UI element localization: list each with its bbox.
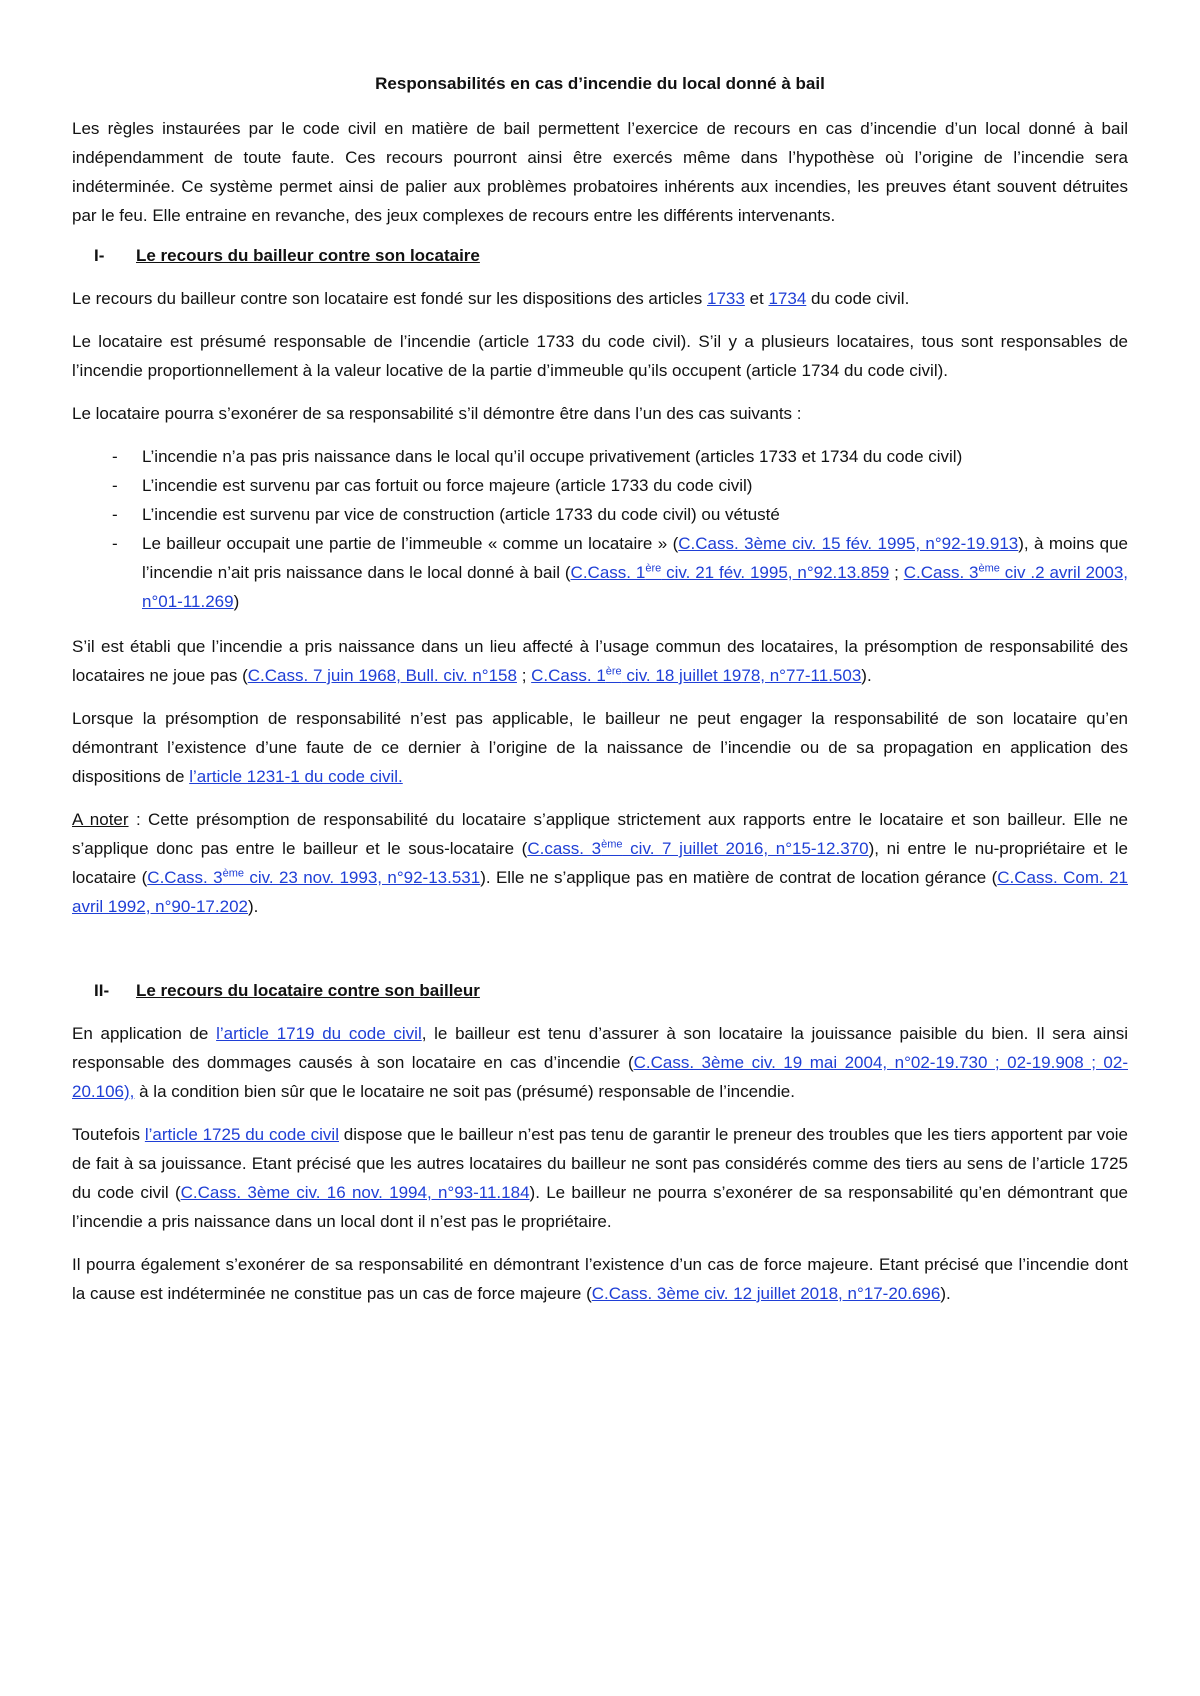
s1-note-paragraph: A noter : Cette présomption de responsabilité du locataire s’applique strictement aux rapports entre le locataire et son bailleur. Elle ne s’applique donc pas entre le bailleur et le sous-locataire (C.cass. 3ème civ. 7 juillet 2016, n°15-12.370), ni entre le nu-propriétaire et le locataire (C.Cass. 3ème civ. 23 nov. 1993, n°92-13.531). Elle ne s’applique pas en matière de contrat de location gérance (C.Cass. Com. 21 avril 1992, n°90-17.202). (72, 810, 1128, 916)
section-1-number: I- (94, 246, 105, 265)
link-article-1734[interactable]: 1734 (768, 289, 807, 308)
s2-paragraph-3: Il pourra également s’exonérer de sa responsabilité en démontrant l’existence d’un cas de force majeure. Etant précisé que l’incendie dont la cause est indéterminée ne constitue pas un cas de force majeure (C.Cass. 3ème civ. 12 juillet 2018, n°17-20.696). (72, 1255, 1128, 1303)
section-2-number: II- (94, 981, 110, 1000)
section-1-heading: Le recours du bailleur contre son locataire (136, 246, 480, 265)
exoneration-list (72, 442, 1128, 616)
s1-paragraph-5: Lorsque la présomption de responsabilité n’est pas applicable, le bailleur ne peut engager la responsabilité de son locataire qu’en démontrant l’existence d’une faute de ce dernier à l’origine de la naissance de l’incendie ou de sa propagation en application des dispositions de l’article 1231-1 du code civil. (72, 709, 1128, 786)
note-label: A noter (72, 810, 129, 829)
s1-paragraph-1: Le recours du bailleur contre son locataire est fondé sur les dispositions des articles 1733 et 1734 du code civil. (72, 289, 910, 308)
link-cass-3civ-2018[interactable]: C.Cass. 3ème civ. 12 juillet 2018, n°17-20.696 (591, 1284, 941, 1303)
s1-paragraph-2: Le locataire est présumé responsable de l’incendie (article 1733 du code civil). S’il y a plusieurs locataires, tous sont responsables de l’incendie proportionnellement à la valeur locative de la partie d’immeuble qu’ils occupent (article 1734 du code civil). (72, 332, 1128, 380)
link-cass-3civ-1995[interactable]: C.Cass. 3ème civ. 15 fév. 1995, n°92-19.913 (678, 534, 1019, 553)
link-article-1725[interactable]: l’article 1725 du code civil (144, 1125, 339, 1144)
list-item: - Le bailleur occupait une partie de l’immeuble « comme un locataire » (C.Cass. 3ème civ. 15 fév. 1995, n°92-19.913), à moins que l’incendie n’ait pris naissance dans le local donné à bail (C.Cass. 1ère civ. 21 fév. 1995, n°92.13.859 ; C.Cass. 3ème civ .2 avril 2003, n°01-11.269) (112, 534, 1129, 611)
link-cass-1civ-1978[interactable]: C.Cass. 1ère civ. 18 juillet 1978, n°77-11.503 (531, 665, 862, 685)
link-cass-1civ-1995[interactable]: C.Cass. 1ère civ. 21 fév. 1995, n°92.13.859 (570, 562, 890, 582)
list-item: - L’incendie n’a pas pris naissance dans le local qu’il occupe privativement (articles 1733 et 1734 du code civil) (112, 447, 963, 466)
link-cass-3civ-2004[interactable]: C.Cass. 3ème civ. 19 mai 2004, n°02-19.730 ; 02-19.908 ; 02-20.106), (72, 1053, 1128, 1101)
link-cass-3civ-1993[interactable]: C.Cass. 3ème civ. 23 nov. 1993, n°92-13.531 (147, 867, 481, 887)
link-cass-com-1992[interactable]: C.Cass. Com. 21 avril 1992, n°90-17.202 (72, 868, 1128, 916)
section-spacer (72, 935, 1128, 975)
section-2-header (72, 979, 1128, 1003)
intro-paragraph: Les règles instaurées par le code civil en matière de bail permettent l’exercice de recours en cas d’incendie d’un local donné à bail indépendamment de toute faute. Ces recours pourront ainsi être exercés même dans l’hypothèse où l’origine de l’incendie sera indéterminée. Ce système permet ainsi de palier aux problèmes probatoires inhérents aux incendies, les preuves étant souvent détruites par le feu. Elle entraine en revanche, des jeux complexes de recours entre les différents intervenants. (72, 119, 1128, 225)
s1-paragraph-4: S’il est établi que l’incendie a pris naissance dans un lieu affecté à l’usage commun des locataires, la présomption de responsabilité des locataires ne joue pas (C.Cass. 7 juin 1968, Bull. civ. n°158 ; C.Cass. 1ère civ. 18 juillet 1978, n°77-11.503). (72, 637, 1128, 685)
link-cass-3civ-2016[interactable]: C.cass. 3ème civ. 7 juillet 2016, n°15-12.370 (527, 838, 869, 858)
section-1-header (72, 244, 1128, 268)
list-item: - L’incendie est survenu par vice de construction (article 1733 du code civil) ou vétusté (112, 505, 780, 524)
s2-paragraph-1: En application de l’article 1719 du code civil, le bailleur est tenu d’assurer à son locataire la jouissance paisible du bien. Il sera ainsi responsable des dommages causés à son locataire en cas d’incendie (C.Cass. 3ème civ. 19 mai 2004, n°02-19.730 ; 02-19.908 ; 02-20.106), à la condition bien sûr que le locataire ne soit pas (présumé) responsable de l’incendie. (72, 1024, 1128, 1101)
link-article-1733[interactable]: 1733 (707, 289, 745, 308)
document-title: Responsabilités en cas d’incendie du local donné à bail (375, 74, 825, 93)
list-item: - L’incendie est survenu par cas fortuit ou force majeure (article 1733 du code civil) (112, 476, 753, 495)
s2-paragraph-2: Toutefois l’article 1725 du code civil dispose que le bailleur n’est pas tenu de garantir le preneur des troubles que les tiers apportent par voie de fait à sa jouissance. Etant précisé que les autres locataires du bailleur ne sont pas considérés comme des tiers au sens de l’article 1725 du code civil (C.Cass. 3ème civ. 16 nov. 1994, n°93-11.184). Le bailleur ne pourra s’exonérer de sa responsabilité qu’en démontrant que l’incendie a pris naissance dans un local dont il n’est pas le propriétaire. (72, 1125, 1129, 1231)
section-2-heading: Le recours du locataire contre son bailleur (136, 981, 480, 1000)
s1-paragraph-3: Le locataire pourra s’exonérer de sa responsabilité s’il démontre être dans l’un des cas suivants : (72, 404, 802, 423)
link-cass-1968[interactable]: C.Cass. 7 juin 1968, Bull. civ. n°158 (247, 666, 517, 685)
link-cass-3civ-2003[interactable]: C.Cass. 3ème civ .2 avril 2003, n°01-11.269 (142, 562, 1129, 611)
link-article-1231-1[interactable]: l’article 1231-1 du code civil. (189, 767, 403, 786)
link-article-1719[interactable]: l’article 1719 du code civil (216, 1024, 422, 1043)
link-cass-3civ-1994[interactable]: C.Cass. 3ème civ. 16 nov. 1994, n°93-11.184 (180, 1183, 530, 1202)
